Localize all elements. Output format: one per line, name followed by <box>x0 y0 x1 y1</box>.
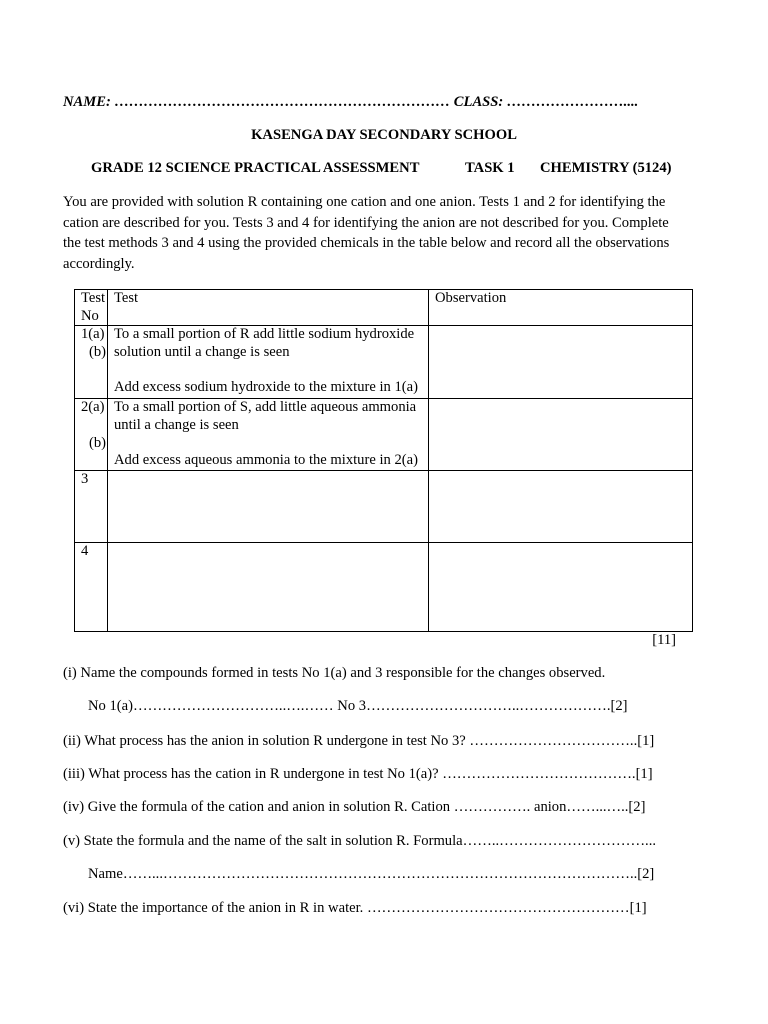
name-class-line: NAME: …………………………………………………………… CLASS: …………………….... <box>63 94 639 110</box>
table-marks: [11] <box>652 632 676 648</box>
test-no-cell <box>75 542 108 631</box>
instructions-paragraph: You are provided with solution R containing one cation and one anion. Tests 1 and 2 for identifying the cation are described for you. Tests 3 and 4 for identifying the anion are not described for you. Complete the test methods 3 and 4 using the provided chemicals in the table below and record all the observations accordingly. <box>63 194 670 273</box>
test-no: 4 <box>81 542 89 559</box>
question-v[interactable]: (v) State the formula and the name of the salt in solution R. Formula……..…………………………... <box>63 833 656 849</box>
header-observation: Observation <box>429 290 693 326</box>
test-no: 3 <box>81 470 89 487</box>
test-cell[interactable] <box>108 470 429 542</box>
test-no: (b) <box>89 343 107 360</box>
table-row <box>75 399 693 471</box>
observation-cell[interactable] <box>429 326 693 399</box>
test-no-cell <box>75 326 108 399</box>
header-test: Test <box>108 290 429 326</box>
question-vi[interactable]: (vi) State the importance of the anion in R in water. ………………………………………………[1] <box>63 900 647 916</box>
answer-line-i[interactable]: No 1(a)…………………………..….…… No 3…………………………..……………….[2] <box>88 698 628 714</box>
question-i: (i) Name the compounds formed in tests No 1(a) and 3 responsible for the changes observed. <box>63 665 606 681</box>
test-step: To a small portion of R add little sodium hydroxide solution until a change is seen <box>114 326 415 360</box>
header-test-no: Test No <box>75 290 108 326</box>
assessment-title: GRADE 12 SCIENCE PRACTICAL ASSESSMENT <box>91 160 420 176</box>
table-row <box>75 326 693 399</box>
answer-line-v-name[interactable]: Name……...……………………………………………………………………………………..[2] <box>88 866 655 882</box>
test-cell <box>108 399 429 471</box>
test-step: Add excess aqueous ammonia to the mixture in 2(a) <box>114 452 418 468</box>
test-step: To a small portion of S, add little aqueous ammonia until a change is seen <box>114 399 417 433</box>
test-cell[interactable] <box>108 542 429 631</box>
task-label: TASK 1 <box>465 160 515 176</box>
table-row <box>75 470 693 542</box>
observation-cell[interactable] <box>429 470 693 542</box>
question-iv[interactable]: (iv) Give the formula of the cation and anion in solution R. Cation ……………. anion……...…..[2] <box>63 799 646 815</box>
test-cell <box>108 326 429 399</box>
question-iii[interactable]: (iii) What process has the cation in R undergone in test No 1(a)? ………………………………….[1] <box>63 766 653 782</box>
test-no: 1(a) <box>81 326 105 342</box>
test-no: 2(a) <box>81 399 105 415</box>
test-table <box>74 289 693 632</box>
test-no: (b) <box>89 434 107 451</box>
test-step: Add excess sodium hydroxide to the mixture in 1(a) <box>114 379 418 395</box>
table-header-row <box>75 290 693 326</box>
school-title: KASENGA DAY SECONDARY SCHOOL <box>251 127 517 143</box>
observation-cell[interactable] <box>429 399 693 471</box>
test-no-cell <box>75 399 108 471</box>
test-no-cell <box>75 470 108 542</box>
observation-cell[interactable] <box>429 542 693 631</box>
question-ii[interactable]: (ii) What process has the anion in solution R undergone in test No 3? ……………………………..[1] <box>63 733 655 749</box>
subject-label: CHEMISTRY (5124) <box>540 160 672 176</box>
table-row <box>75 542 693 631</box>
